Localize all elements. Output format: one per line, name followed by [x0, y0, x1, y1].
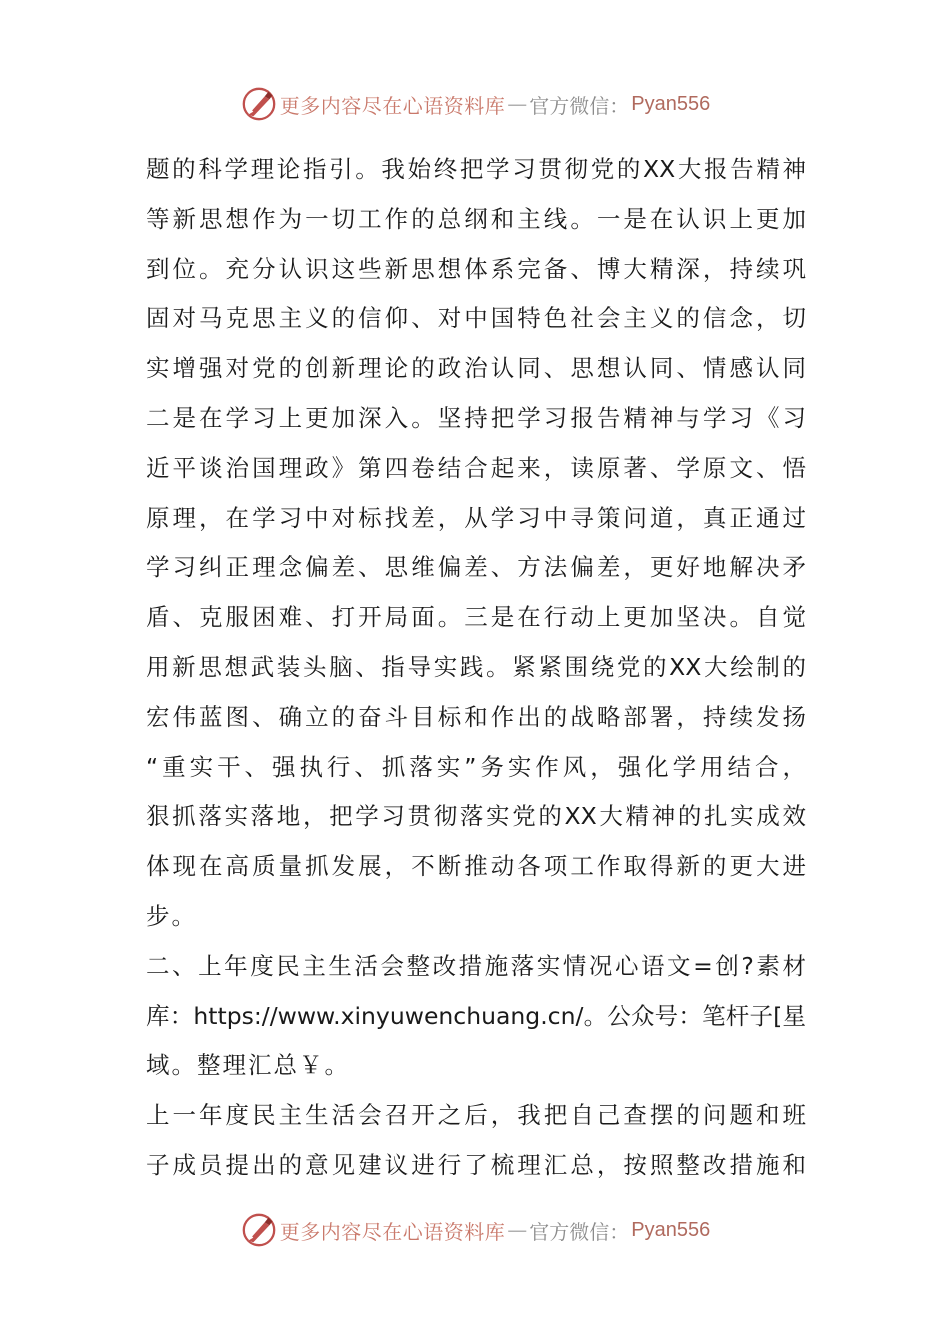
banner-wechat-label: 官方微信： — [529, 1219, 630, 1244]
banner-wechat-id: Pyan556 — [631, 1218, 711, 1241]
text-line: 步。 — [146, 901, 197, 930]
text-line: 实增强对党的创新理论的政治认同、思想认同、情感认同 — [146, 354, 806, 383]
text-line: 近平谈治国理政》第四卷结合起来，读原著、学原文、悟 — [146, 453, 806, 482]
banner-wechat-label: 官方微信： — [529, 93, 630, 118]
document-body — [146, 145, 806, 1191]
banner-dash: — — [507, 92, 528, 116]
text-line: 狠抓落实落地，把学习贯彻落实党的XX大精神的扎实成效 — [146, 802, 806, 831]
text-line: 体现在高质量抓发展，不断推动各项工作取得新的更大进 — [146, 852, 806, 881]
text-line: 等新思想作为一切工作的总纲和主线。一是在认识上更加 — [146, 204, 806, 233]
pen-nib-logo-icon — [240, 1211, 278, 1249]
text-line: 宏伟蓝图、确立的奋斗目标和作出的战略部署，持续发扬 — [146, 702, 806, 731]
header-banner — [0, 82, 950, 126]
text-line: 上一年度民主生活会召开之后，我把自己查摆的问题和班 — [146, 1101, 806, 1130]
banner-site-name: 更多内容尽在心语资料库 — [279, 93, 506, 118]
text-line: 到位。充分认识这些新思想体系完备、博大精深，持续巩 — [146, 254, 806, 283]
footer-banner — [0, 1208, 950, 1252]
text-line: 学习纠正理念偏差、思维偏差、方法偏差，更好地解决矛 — [146, 553, 806, 582]
section-heading-line: 二、上年度民主生活会整改措施落实情况心语文=创?素材 — [146, 951, 806, 980]
text-line: 固对马克思主义的信仰、对中国特色社会主义的信念，切 — [146, 304, 806, 333]
banner-site-name: 更多内容尽在心语资料库 — [279, 1219, 506, 1244]
text-line: “重实干、强执行、抓落实”务实作风，强化学用结合， — [146, 752, 806, 781]
banner-wechat-id: Pyan556 — [631, 92, 711, 115]
banner-dash: — — [507, 1218, 528, 1242]
text-line: 二是在学习上更加深入。坚持把学习报告精神与学习《习 — [146, 403, 806, 432]
text-line: 原理，在学习中对标找差，从学习中寻策问道，真正通过 — [146, 503, 806, 532]
text-line: 题的科学理论指引。我始终把学习贯彻党的XX大报告精神 — [146, 155, 806, 183]
text-line: 库：https://www.xinyuwenchuang.cn/。公众号：笔杆子[星 — [146, 1001, 806, 1030]
text-line: 盾、克服困难、打开局面。三是在行动上更加坚决。自觉 — [146, 603, 806, 632]
pen-nib-logo-icon — [240, 85, 278, 123]
text-line: 子成员提出的意见建议进行了梳理汇总，按照整改措施和 — [146, 1150, 806, 1179]
text-line: 域。整理汇总￥。 — [146, 1051, 350, 1080]
text-line: 用新思想武装头脑、指导实践。紧紧围绕党的XX大绘制的 — [146, 652, 806, 681]
